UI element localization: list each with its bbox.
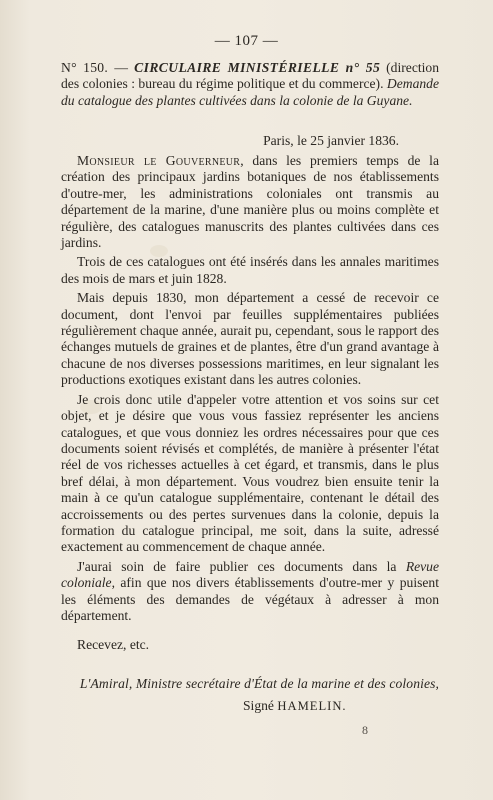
page-number: — 107 — — [214, 33, 279, 49]
circular-subject: Demande du catalogue des plantes cultivées dans la colonie de la Guyane. — [61, 76, 439, 108]
circular-description: (direction des colonies : bureau du régime politique et du commerce). — [61, 60, 439, 92]
letter-body — [61, 153, 439, 627]
paragraph-1 — [61, 153, 439, 251]
closing-formula: Recevez, etc. — [77, 637, 150, 652]
dateline: Paris, le 25 janvier 1836. — [263, 133, 399, 148]
circular-number: N° 150. — — [61, 60, 129, 75]
paragraph-5-start: J'aurai soin de faire publier ces documents dans la — [77, 558, 397, 574]
paragraph-2: Trois de ces catalogues ont été insérés dans les annales maritimes des mois de mars et juin 1828. — [61, 254, 439, 286]
signature — [243, 698, 347, 714]
signatory-name: HAMELIN. — [277, 699, 347, 713]
paragraph-5 — [61, 559, 439, 625]
paragraph-5-end: , afin que nos divers établissements d'outre-mer y puisent les éléments des demandes de végétaux à adresser à mon département. — [61, 575, 439, 623]
signed-label: Signé — [243, 698, 274, 713]
revue-coloniale: Revue coloniale — [61, 558, 440, 591]
circular-heading — [61, 60, 439, 109]
paragraph-1-text: , dans les premiers temps de la création des principaux jardins botaniques de nos établissements d'outre-mer, les administrations coloniales ont transmis au département de la marine, d'une manière plus ou moins complète et régulière, des catalogues manuscrits des plantes cultivées dans ces jardins. — [61, 153, 439, 251]
paragraph-3: Mais depuis 1830, mon département a cessé de recevoir ce document, dont l'envoi par feuilles supplémentaires publiées régulièrement chaque année, aurait pu, cependant, sous le rapport des échanges mutuels de graines et de plantes, être d'un grand avantage à chacune de nos diverses possessions maritimes, en leur signalant les productions exotiques existant dans les autres colonies. — [61, 290, 439, 388]
salutation: Monsieur le Gouverneur — [77, 153, 241, 168]
printer-signature-mark: 8 — [362, 723, 368, 737]
paragraph-4: Je crois donc utile d'appeler votre attention et vos soins sur cet objet, et je désire que vous vous fassiez représenter les anciens catalogues, et que vous donniez les ordres nécessaires pour que ces documents soient révisés et complétés, de manière à présenter l'état réel de vos richesses actuelles à cet égard, et transmis, dans le plus bref délai, à mon département. Vous voudrez bien ensuite tenir la main à ce qu'un catalogue supplémentaire, contenant le détail des accroissements ou des pertes survenues dans la colonie, depuis la formation du catalogue principal, me soit, dans la suite, adressé exactement au commencement de chaque année. — [61, 391, 439, 555]
signatory-title: L'Amiral, Ministre secrétaire d'État de la marine et des colonies, — [79, 676, 439, 691]
circular-title: CIRCULAIRE MINISTÉRIELLE n° 55 — [134, 60, 381, 75]
